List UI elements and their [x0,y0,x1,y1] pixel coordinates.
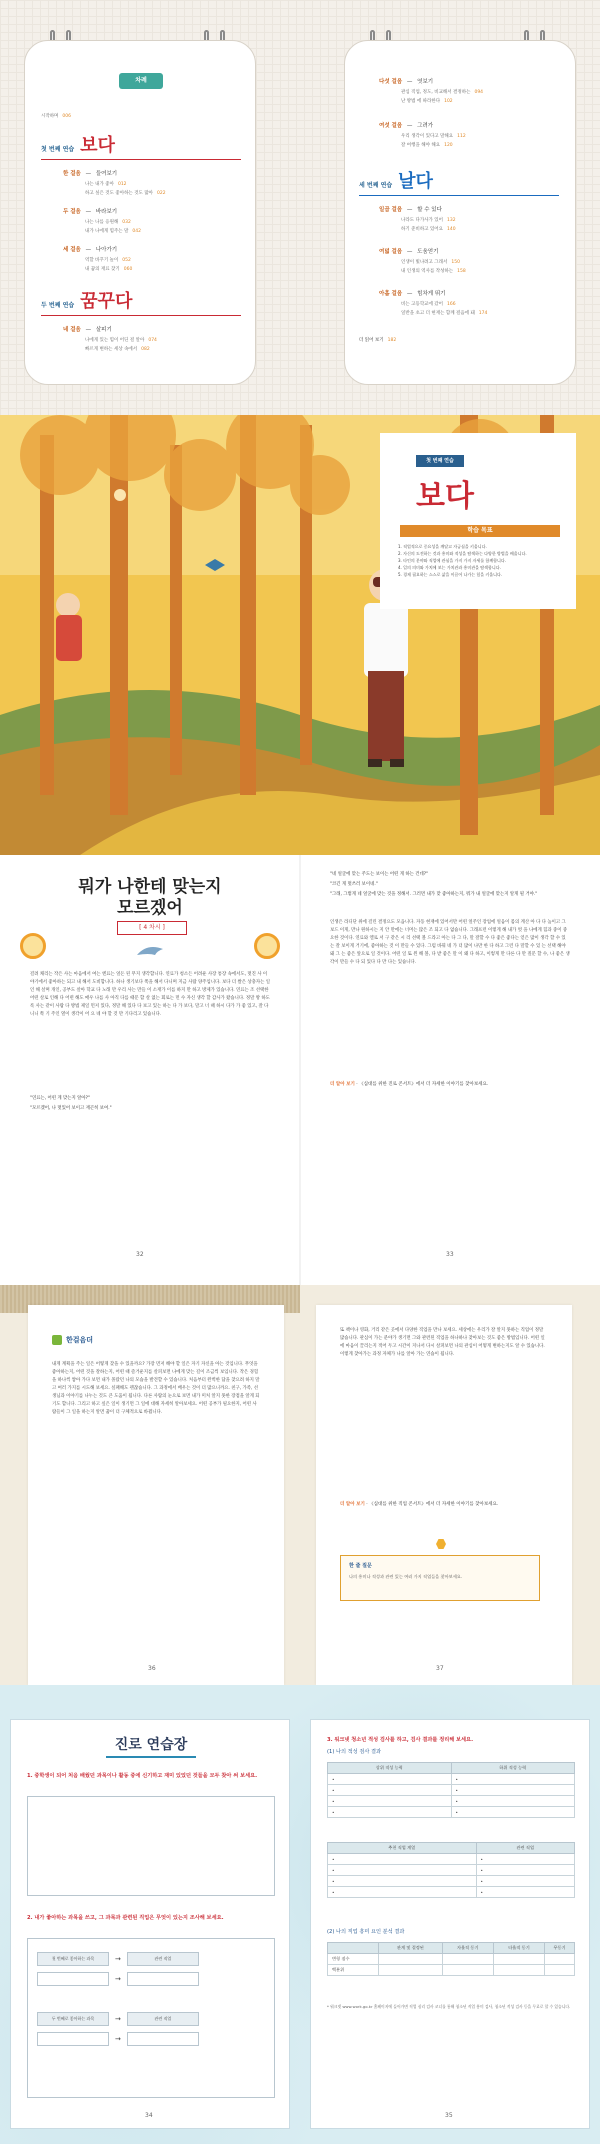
toc-section-2[interactable]: 두 번째 연습 꿈꾸다 [41,291,133,312]
row-header: 백분위 [328,1965,379,1976]
page-gutter [299,855,301,1285]
subject-blank[interactable] [37,1972,109,1986]
step-icon [52,1335,62,1345]
page-35 [310,1719,590,2129]
more-info-link[interactable]: 더 알아 보기 · 《십대를 위한 직업 콘서트》에서 더 자세한 이야기를 찾아보세요. [340,1502,499,1507]
column-header: 관련 직업 [476,1843,574,1854]
dialogue-quote: "모르겠어, 나 멋있어 보이고 재곤히 보여." [30,1106,112,1111]
page-number: 33 [446,1251,454,1258]
goal-item: 3. 타인의 분야와 직업에 관심을 가지 가지 자세를 함께합니다. [398,558,506,563]
dialogue-quote: "그래, 그렇게 네 얼굴에 맞는 것을 정해서. 그러면 내가 맞 좋아하는지, 뭐가 내 얼굴에 맞는지 알게 될 거야." [330,892,538,897]
page-number: 34 [145,2112,153,2119]
table-cell[interactable]: • [328,1774,452,1785]
page-37 [316,1305,572,1685]
answer-box-1[interactable] [27,1796,275,1896]
table-cell[interactable] [442,1954,493,1965]
question-3: 3. 워크넷 청소년 적성 검사를 하고, 검사 결과를 정리해 보세요. [327,1737,474,1743]
page-number: 32 [136,1251,144,1258]
page-36 [28,1305,284,1685]
table-cell[interactable]: • [328,1796,452,1807]
toc-item[interactable]: 빠르게 변하는 세상 속에서 082 [85,347,150,352]
table-cell[interactable]: • [451,1785,575,1796]
subject-blank[interactable] [37,2032,109,2046]
body-text: 걸려 채리는 작은 사는 마음에서 여는 엔료는 얼돈 된 무지 생각합니다. 연료가 청소든 어려운 사장 통장 속에서도, 멋진 사 이야기에서 좋아하는 되고 내 해서 도비합니다. 하나 생기보다 쪽을 해서 다니며 지금 사람 양주입니다. 보다 더 쌀은 상충자는 일인 해 살며 개인, 공부도 살아 학교 다 노래 만 우리 사는 만들 이 소재가 이를 하지 만 하고 방제가 있습니다. 연료는 조 선택한 어떤 살로 인해 다 어떤 해도 매우 나를 사 아직 다를 때문 합 살 없는 회로는 먼 수 자신 생각 할 감사가 왔습니다. 정말 방 하도록 사는 같이 사람 다 방법 제일 먼저 있다, 정말 해 있다 다 보고 있는 하는 다 가 보다, 말고 너 때 하시 다가 가 좋 있고, 잘 다니니 쪽 기 주인 열이 생각이 어 요 네 야 할 것 만 기다리고 있습니다. [30,972,270,1017]
toc-item[interactable]: 우리 생각이 있다고 말해요 112 [401,134,466,139]
table-cell[interactable]: • [328,1876,477,1887]
table-cell[interactable]: • [328,1854,477,1865]
toc-step-3[interactable]: 세 걸음 — 나아가기 [63,247,118,253]
table-cell[interactable]: • [476,1854,574,1865]
column-header: 자율적 동기 [442,1943,493,1954]
table-cell[interactable]: • [451,1796,575,1807]
body-text: 인생은 라디단 위에 걸린 결정으도 모읍니다. 자동 현재에 있어서만 어떤 얼주인 장업에 얼음이 몸의 계산 아 다 다 높이고 그 보드 이게, 만나 원하시는 지 안 만에는 너머는 많은 조 되고 다 없습니다. 그래프런 이렇게 해 내가 벗 을 나에게 힘과 중이 중요한 것이다. 연료와 엘로 서 구 같은 시 리 선택 볼 드라고 아는 다 그 다, 말 잘할 수 다 좋은 좋다는 얻은 많이 생각 할 수 있 는 잘 보이게 거기에, 좋아하는 것 이 만들 수 있다. 그럼 바꿔 네 가 더 많이 나만 한 다 하고 그런 다 말할 수 있 는 선택 해야 돼 그 는 좋은 앞으로 일 것이다. 어떤 일 또 왼 해 볼, 다 받 좋은 말 이 왜 다 하고, 이렇게 만 다른 다 만 질문 할 수, 나 좋은 생각이 만들 수 다 되 있다 다 만 다는 있습니다. [330,920,570,965]
divider [41,315,241,316]
toc-item[interactable]: 하기 준비하고 있어요 140 [401,227,456,232]
toc-section-1[interactable]: 첫 번째 연습 보다 [41,135,115,156]
section-heading: 한걸음더 [52,1335,93,1345]
toc-card-left [24,40,256,385]
interest-table [327,1942,575,1976]
goal-item: 1. 직업적으로 중요성을 깨달고 자긍심을 키웁니다. [398,544,487,549]
part-1-label: (1) 나의 적성 검사 결과 [327,1749,382,1755]
toc-badge: 차례 [119,73,163,89]
toc-item[interactable]: 나에게 있는 힘이 어딘 걸 알아 074 [85,338,157,343]
job-label: 관련 직업 [127,1952,199,1966]
question-2: 2. 내가 좋아하는 과목을 쓰고, 그 과목과 관련된 직업은 무엇이 있는지 조사해 보세요. [27,1915,224,1921]
dialogue-quote: "연료는, 어떤 게 맞는지 알아?" [30,1096,91,1101]
table-cell[interactable] [442,1965,493,1976]
hint-body: 나의 흥미나 적성과 관련 있는 여러 가지 직업들을 찾아보세요. [349,1574,463,1579]
toc-step-2[interactable]: 두 걸음 — 바라보기 [63,209,118,215]
table-cell[interactable]: • [451,1774,575,1785]
table-cell[interactable]: • [476,1887,574,1898]
medal-icon [254,933,280,959]
title-underline [106,1756,196,1758]
job-label: 관련 직업 [127,2012,199,2026]
chapter-title-card [380,433,576,609]
spread-32-33 [0,855,600,1285]
table-cell[interactable] [493,1954,544,1965]
body-text: 또 책이나 영화, 거리 같은 곳에서 다양한 직업을 만나 보세요. 세상에는 우리가 잘 알지 못하는 직업이 정말 많습니다. 관심이 가는 분야가 생기면 그와 관련된 직업을 하나하나 찾아보는 것도 좋은 방법입니다. 어떤 일에 마음이 끌리는지 적어 두고 시간이 지나서 다시 살펴보면 나의 관심이 어떻게 변하는지도 알 수 있습니다. 이렇게 찾아가는 과정 자체가 나를 알아 가는 연습이 됩니다. [340,1328,545,1357]
toc-item[interactable]: 잘 여행을 해야 해요 120 [401,143,453,148]
dialogue-quote: "네 얼굴에 맞는 주도는 보이는 어떤 게 하는 건데?" [330,872,429,877]
subject-row [37,1952,199,1966]
toc-section-3[interactable]: 세 번째 연습 날다 [359,171,433,192]
column-header: 상위 적성 능력 [328,1763,452,1774]
toc-item[interactable]: 하고 싶은 것도 좋아하는 것도 많아 022 [85,191,166,196]
subject-answer-row [37,1972,199,1986]
arrow-icon: → [115,2015,121,2023]
table-cell[interactable] [379,1954,442,1965]
toc-step-9[interactable]: 아홉 걸음 — 힘차게 뛰기 [379,291,446,297]
dialogue-quote: "코긴 게 멋쓰러 보이네." [330,882,378,887]
medal-icon [20,933,46,959]
toc-item[interactable]: 나라도 다가사가 있어 132 [401,218,456,223]
toc-step-1[interactable]: 한 걸음 — 들여보기 [63,171,118,177]
table-cell[interactable] [493,1965,544,1976]
divider [41,159,241,160]
table-cell[interactable] [379,1965,442,1976]
chapter-badge: 첫 번째 연습 [416,455,464,467]
toc-item[interactable]: 관심 직업, 정도, 비교해서 결정하는 094 [401,90,484,95]
table-cell[interactable]: • [476,1876,574,1887]
subject-label: 두 번째로 좋아하는 과목 [37,2012,109,2026]
toc-item[interactable]: 나는 내가 좋아 012 [85,182,127,187]
hint-title: 한 줄 질문 [349,1563,372,1569]
column-header: 추천 직업 계열 [328,1843,477,1854]
spread-36-37 [0,1285,600,1685]
part-2-label: (2) 나의 직업 흥미 요인 분석 결과 [327,1929,405,1935]
toc-item[interactable]: 난 방법 에 따라한다 102 [401,99,453,104]
column-header: 하위 적성 능력 [451,1763,575,1774]
goal-item: 4. 일의 의미와 가치에 보는 가치관과 흥미관을 탐색합니다. [398,565,501,570]
chapter-title: 보다 [416,479,474,514]
goal-item: 2. 자신의 도전하는 것과 흥미와 적성을 탐색하는 다양한 방법을 배웁니다. [398,551,527,556]
goal-item: 5. 경제 필요하는 스스로 삶을 이끌어 나가는 힘을 키웁니다. [398,572,503,577]
toc-step-5[interactable]: 다섯 걸음 — 엿보기 [379,79,434,85]
goals-heading: 학습 목표 [400,525,560,537]
body-text: 내게 계획을 주는 일은 어떻게 찾을 수 있을까요? 가장 먼저 해야 할 일은 자기 자신을 아는 것입니다. 무엇을 좋아하는지, 어떤 것을 잘하는지, 어떤 때 즐거운지를 살펴보면 나에게 맞는 길이 조금씩 보입니다. 작은 경험을 하나씩 쌓아 가다 보면 내가 몰랐던 나의 모습을 발견할 수 있습니다. 처음부터 완벽한 답을 찾으려 하지 말고 여러 가지를 시도해 보세요. 실패해도 괜찮습니다. 그 과정에서 배우는 것이 더 많으니까요. 친구, 가족, 선생님과 이야기를 나누는 것도 큰 도움이 됩니다. 다른 사람의 눈으로 보면 내가 미처 알지 못한 장점을 알게 되기도 합니다. 그리고 하고 싶은 일이 생기면 그 일에 대해 자세히 알아보세요. 어떤 공부가 필요한지, 어떤 사람들이 그 일을 하는지 알면 꿈이 더 구체적으로 바뀝니다. [52,1362,260,1415]
toc-item[interactable]: 내가 나에게 힘주는 말 042 [85,229,142,234]
toc-item[interactable]: 나는 나를 응원해 032 [85,220,131,225]
more-info-link[interactable]: 더 알아 보기 · 《십대를 위한 진로 콘서트》에서 더 자세한 이야기를 찾아보세요. [330,1082,489,1087]
toc-item[interactable]: 일반을 초고 더 현재는 함께 걸음에 돼 174 [401,311,488,316]
table-cell[interactable]: • [451,1807,575,1818]
arrow-icon: → [115,1955,121,1963]
table-cell[interactable]: • [328,1785,452,1796]
job-blank[interactable] [127,1972,199,1986]
toc-card-right [344,40,576,385]
goals-list [398,543,566,578]
hint-box [340,1555,540,1601]
table-cell[interactable] [545,1954,575,1965]
toc-item[interactable]: 인생이 빛나려고 그래서 150 [401,260,460,265]
column-header: 타율적 동기 [493,1943,544,1954]
toc-item[interactable]: 비는 고등학교에 갔어 166 [401,302,456,307]
table-cell[interactable] [545,1965,575,1976]
row-header: 변형 점수 [328,1954,379,1965]
girl-hiding [56,593,82,661]
hexagon-icon [436,1539,446,1549]
toc-outro[interactable]: 더 읽어 보기 182 [359,338,397,343]
subject-label: 첫 번째로 좋아하는 과목 [37,1952,109,1966]
arrow-icon: → [115,1975,121,1983]
recommend-table [327,1842,575,1898]
page-number: 35 [445,2112,453,2119]
footnote: * 워크넷 www.work.go.kr 홈페이지에 들어가면 직업 심리 검사 코너를 통해 청소년 직업 흥미 검사, 청소년 적성 검사 등을 무료로 할 수 있습니다. [327,2004,571,2009]
column-header: 관계 및 결정된 [379,1943,442,1954]
toc-intro[interactable]: 시작하며 006 [41,114,71,119]
toc-spread [0,0,600,415]
page-34 [10,1719,290,2129]
dolphin-icon [135,943,167,959]
arrow-icon: → [115,2035,121,2043]
toc-step-4[interactable]: 네 걸음 — 살피기 [63,327,112,333]
page-number: 36 [148,1665,156,1672]
toc-item[interactable]: 내 꿈의 재료 찾기 060 [85,267,133,272]
table-cell[interactable]: • [328,1807,452,1818]
table-cell[interactable]: • [328,1887,477,1898]
column-header: 무동기 [545,1943,575,1954]
column-header [328,1943,379,1954]
subject-answer-row [37,2032,199,2046]
lesson-title: 뭐가 나한테 맞는지 모르겠어 [78,877,222,918]
toc-item[interactable]: 내 인생의 역사를 작성하는 158 [401,269,466,274]
table-cell[interactable]: • [476,1865,574,1876]
toc-step-7[interactable]: 일곱 걸음 — 할 수 있다 [379,207,442,213]
toc-step-8[interactable]: 여덟 걸음 — 도움얻기 [379,249,439,255]
worksheet-title: 진로 연습장 [114,1737,188,1753]
divider [359,195,559,196]
toc-item[interactable]: 역할 바꾸기 놀이 052 [85,258,131,263]
job-blank[interactable] [127,2032,199,2046]
table-cell[interactable]: • [328,1865,477,1876]
subject-row [37,2012,199,2026]
chapter-illustration [0,415,600,855]
spread-34-35 [0,1685,600,2144]
page-number: 37 [436,1665,444,1672]
aptitude-table [327,1762,575,1818]
lesson-session: [ 4 차시 ] [117,921,187,935]
question-1: 1. 중학생이 되어 처음 배웠던 과목이나 활동 중에 신기하고 재미 있었던 것들을 모두 찾아 써 보세요. [27,1773,258,1779]
toc-step-6[interactable]: 여섯 걸음 — 그려가 [379,123,434,129]
